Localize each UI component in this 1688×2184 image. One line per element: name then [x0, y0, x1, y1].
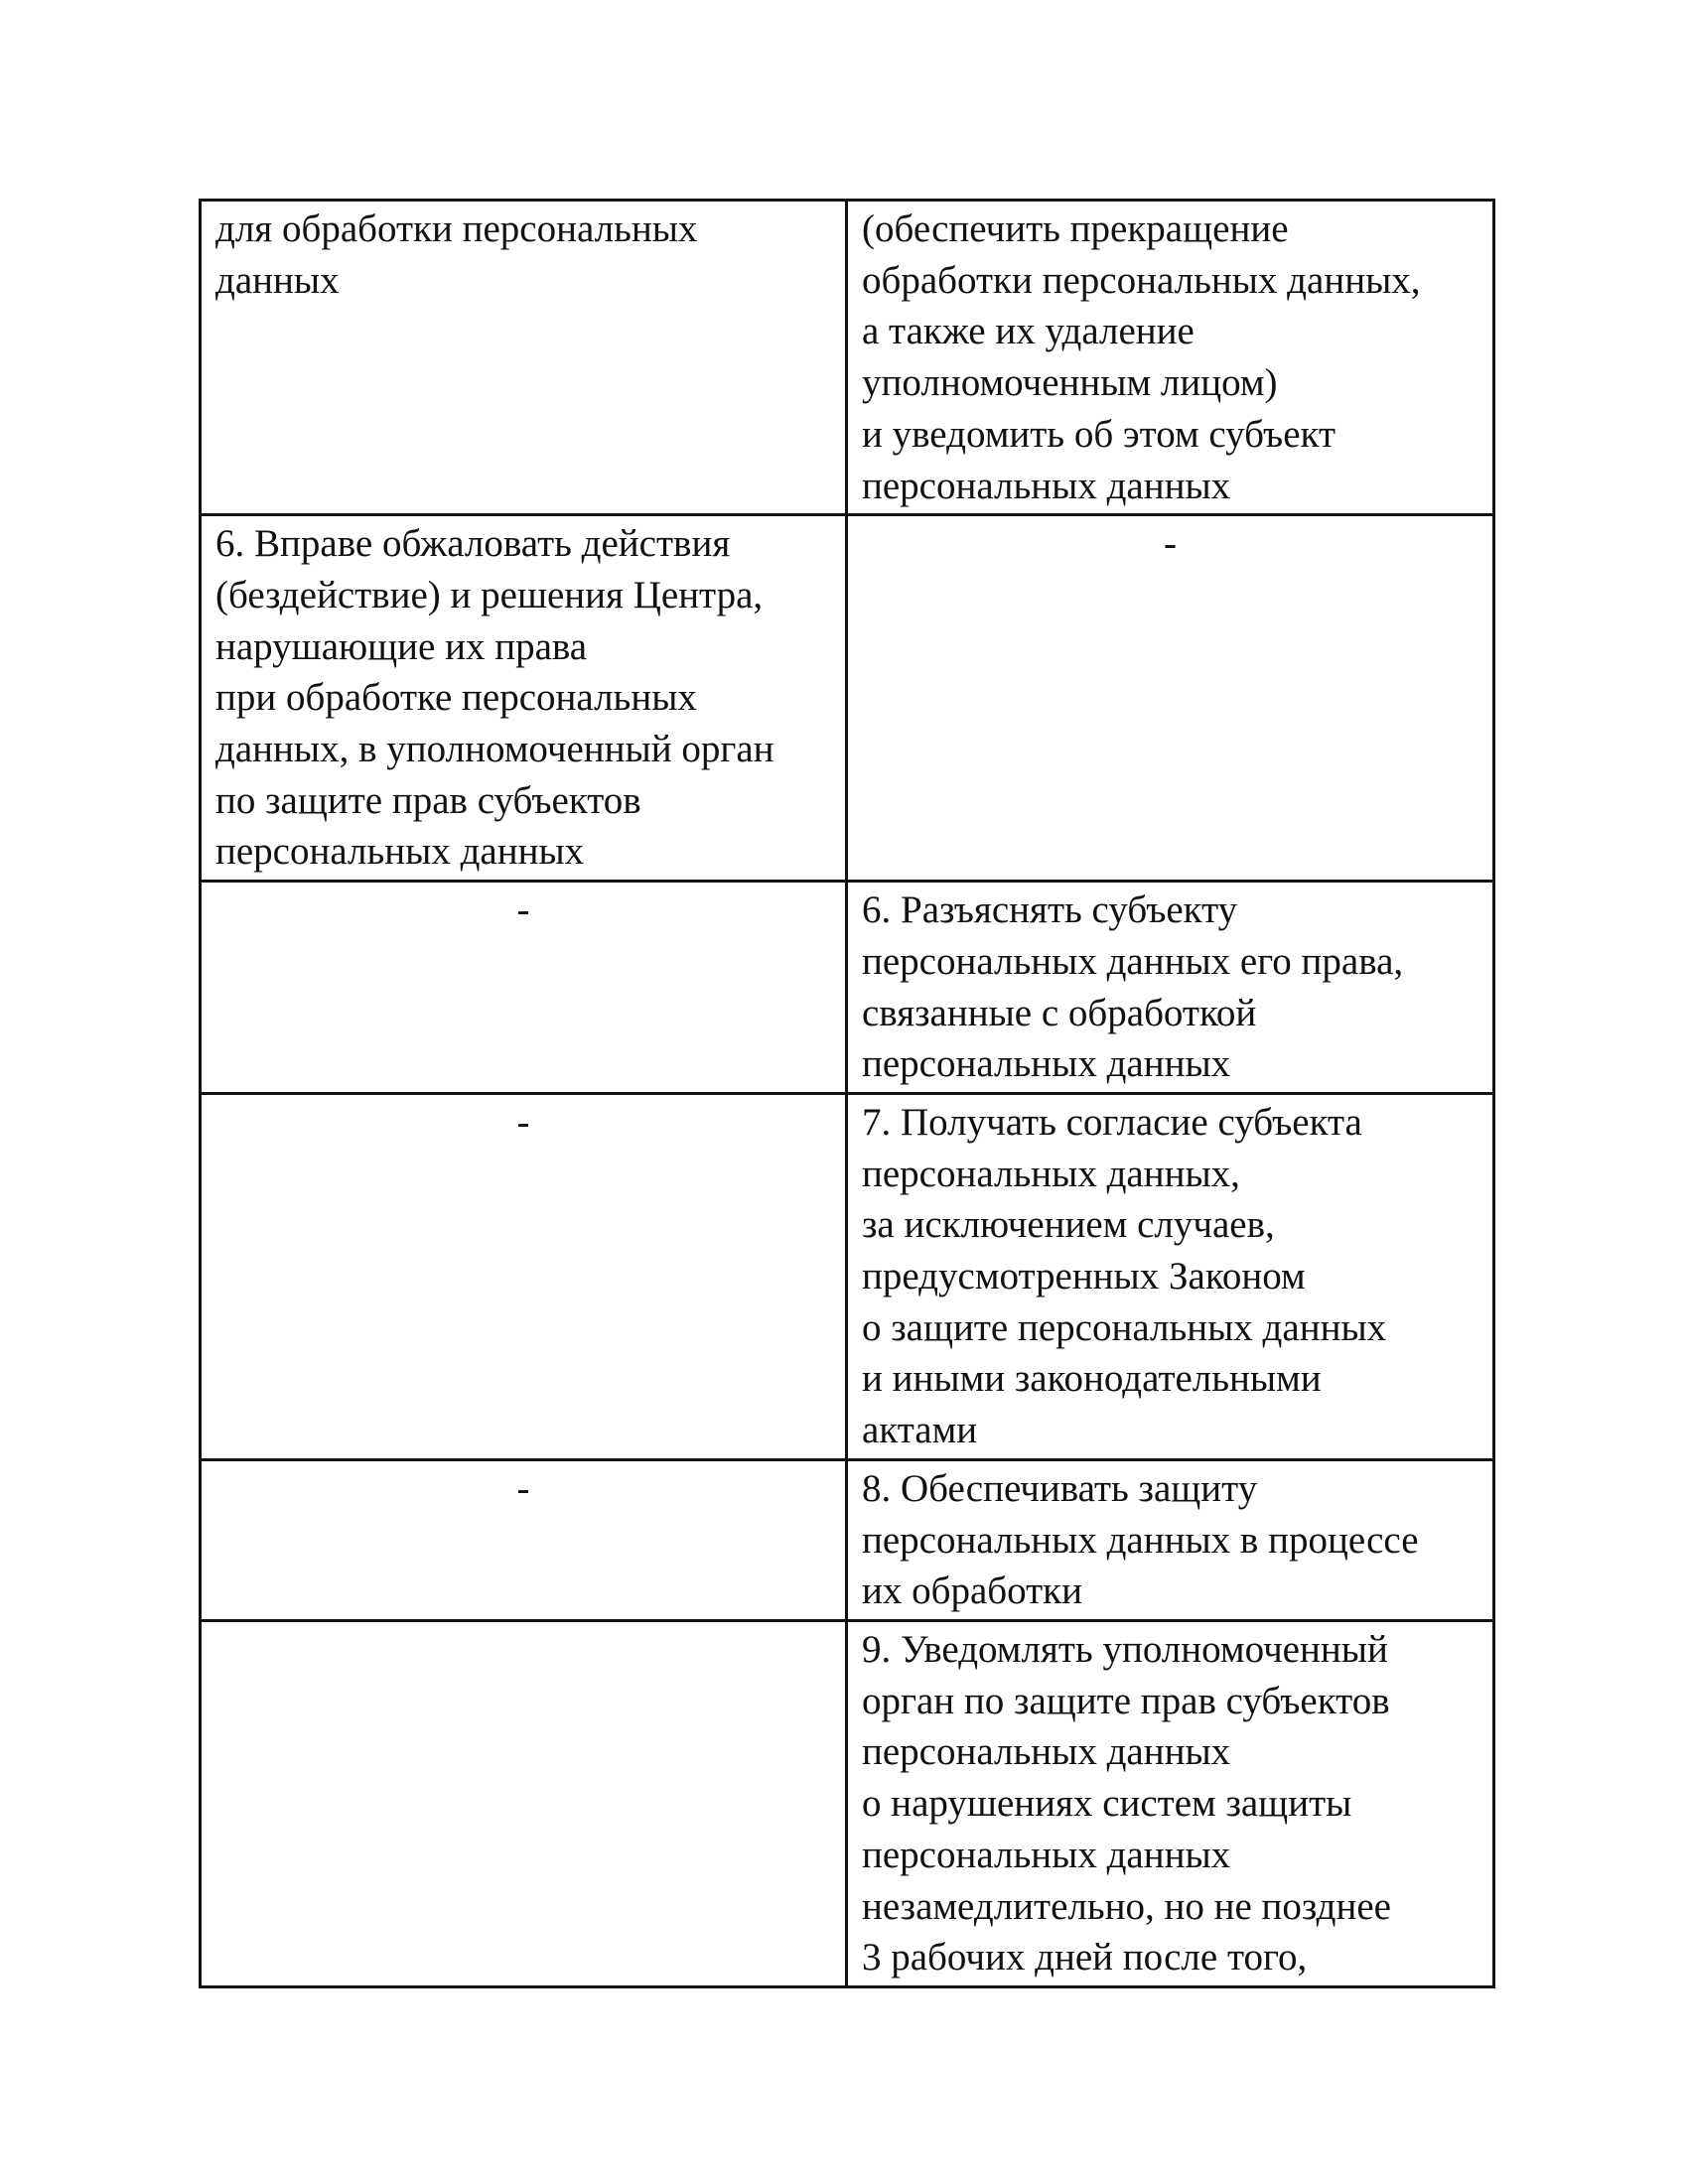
table-row — [201, 201, 1494, 515]
rights-obligations-table — [199, 199, 1495, 1988]
cell-text-line: 6. Разъяснять субъекту — [862, 888, 1238, 932]
table-cell-right — [847, 201, 1494, 515]
cell-text-line: данных, в уполномоченный орган — [215, 728, 774, 771]
table-row — [201, 1459, 1494, 1620]
table-row — [201, 1093, 1494, 1459]
table-cell-right — [847, 515, 1494, 882]
table-cell-right — [847, 1459, 1494, 1620]
cell-text-line: актами — [862, 1409, 978, 1452]
table-cell-left — [201, 1459, 847, 1620]
cell-dash: - — [1164, 522, 1177, 566]
cell-text-line: и иными законодательными — [862, 1357, 1322, 1401]
table-cell-left — [201, 1620, 847, 1986]
cell-text-line: персональных данных — [215, 830, 585, 874]
cell-text-line: 7. Получать согласие субъекта — [862, 1100, 1362, 1144]
cell-text-line: персональных данных — [862, 464, 1231, 507]
table-row — [201, 1620, 1494, 1986]
cell-text-line: а также их удаление — [862, 310, 1195, 353]
cell-text-line: 8. Обеспечивать защиту — [862, 1466, 1258, 1510]
cell-text-line: 6. Вправе обжаловать действия — [215, 522, 731, 566]
cell-text-line: связанные с обработкой — [862, 991, 1257, 1034]
cell-text-line: 9. Уведомлять уполномоченный — [862, 1627, 1388, 1671]
table-cell-left — [201, 515, 847, 882]
cell-text-line: и уведомить об этом субъект — [862, 412, 1336, 456]
cell-text-line: персональных данных в процессе — [862, 1518, 1419, 1562]
cell-text-line: данных — [215, 258, 340, 302]
table-row — [201, 515, 1494, 882]
cell-text-line: их обработки — [862, 1570, 1082, 1613]
cell-dash: - — [516, 888, 530, 932]
cell-text-line: о защите персональных данных — [862, 1305, 1387, 1349]
table-cell-right — [847, 1620, 1494, 1986]
table-cell-left — [201, 882, 847, 1094]
cell-text-line: для обработки персональных — [215, 207, 698, 250]
cell-text-line: персональных данных его права, — [862, 939, 1404, 983]
cell-text-line: нарушающие их права — [215, 624, 588, 668]
cell-text-line: персональных данных — [862, 1042, 1231, 1086]
table-cell-right — [847, 882, 1494, 1094]
cell-text-line: орган по защите прав субъектов — [862, 1679, 1390, 1722]
cell-text-line: (бездействие) и решения Центра, — [215, 573, 764, 616]
cell-text-line: незамедлительно, но не позднее — [862, 1884, 1391, 1928]
cell-text-line: 3 рабочих дней после того, — [862, 1936, 1308, 1979]
cell-text-line: персональных данных — [862, 1730, 1231, 1774]
cell-text-line: уполномоченным лицом) — [862, 361, 1278, 405]
cell-text-line: персональных данных, — [862, 1152, 1240, 1195]
cell-text-line: обработки персональных данных, — [862, 258, 1421, 302]
cell-text-line: при обработке персональных — [215, 676, 697, 720]
cell-text-line: за исключением случаев, — [862, 1203, 1275, 1247]
cell-dash: - — [516, 1100, 530, 1144]
cell-text-line: предусмотренных Законом — [862, 1255, 1306, 1298]
cell-dash: - — [516, 1466, 530, 1510]
cell-text-line: персональных данных — [862, 1833, 1231, 1876]
cell-text-line: (обеспечить прекращение — [862, 207, 1289, 250]
cell-text-line: по защите прав субъектов — [215, 778, 641, 822]
cell-text-line: о нарушениях систем защиты — [862, 1782, 1352, 1826]
table-cell-left — [201, 1093, 847, 1459]
table-cell-right — [847, 1093, 1494, 1459]
table-cell-left — [201, 201, 847, 515]
table-row — [201, 882, 1494, 1094]
